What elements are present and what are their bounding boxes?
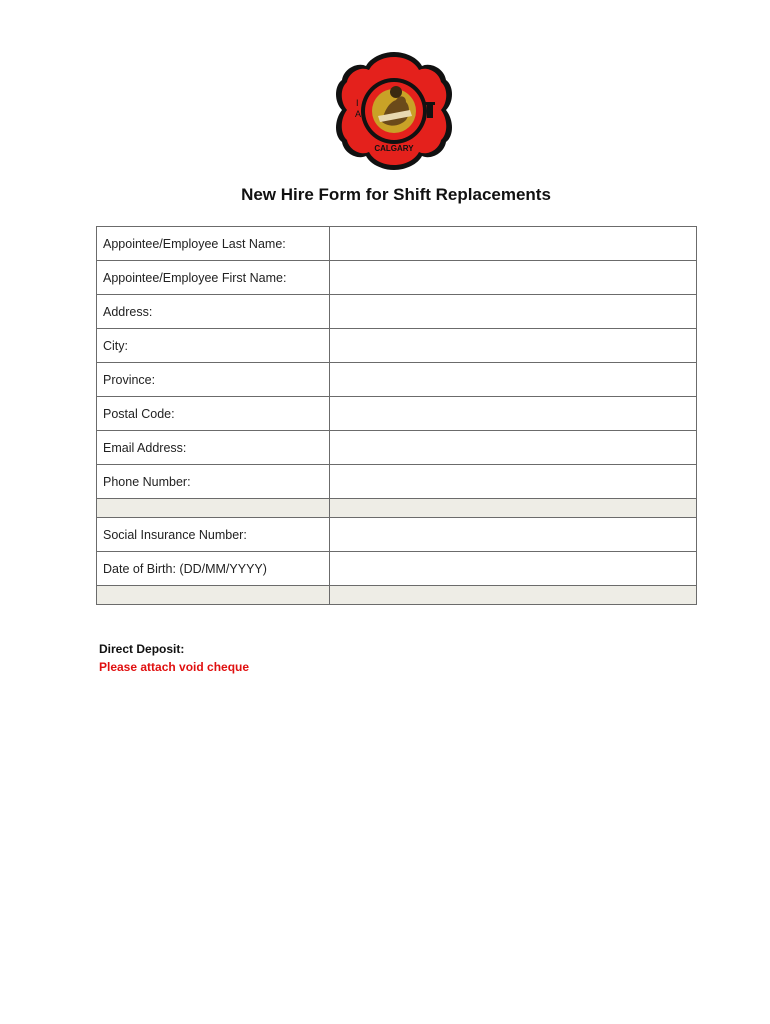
spacer-cell <box>330 586 697 605</box>
form-row-email <box>97 431 697 465</box>
form-row-sin <box>97 518 697 552</box>
page-title: New Hire Form for Shift Replacements <box>241 185 551 204</box>
dob-field[interactable] <box>330 552 697 586</box>
maltese-cross-emblem-icon <box>334 50 454 172</box>
phone-field[interactable] <box>330 465 697 499</box>
svg-text:I: I <box>356 98 359 108</box>
form-spacer-row <box>97 586 697 605</box>
spacer-cell <box>97 586 330 605</box>
field-label: Social Insurance Number: <box>97 518 330 552</box>
form-row-last-name <box>97 227 697 261</box>
email-field[interactable] <box>330 431 697 465</box>
form-row-postal-code <box>97 397 697 431</box>
field-label: Appointee/Employee Last Name: <box>97 227 330 261</box>
postal-code-field[interactable] <box>330 397 697 431</box>
iaff-calgary-logo <box>334 50 454 172</box>
new-hire-form-table <box>96 226 697 605</box>
form-row-phone <box>97 465 697 499</box>
form-row-first-name <box>97 261 697 295</box>
first-name-field[interactable] <box>330 261 697 295</box>
void-cheque-note: Please attach void cheque <box>99 660 250 674</box>
form-row-address <box>97 295 697 329</box>
sin-field[interactable] <box>330 518 697 552</box>
form-row-dob <box>97 552 697 586</box>
province-field[interactable] <box>330 363 697 397</box>
last-name-field[interactable] <box>330 227 697 261</box>
spacer-cell <box>97 499 330 518</box>
svg-text:A: A <box>355 109 362 119</box>
direct-deposit-label: Direct Deposit: <box>99 642 185 656</box>
form-spacer-row <box>97 499 697 518</box>
form-row-city <box>97 329 697 363</box>
field-label: Postal Code: <box>97 397 330 431</box>
field-label: Province: <box>97 363 330 397</box>
field-label: City: <box>97 329 330 363</box>
address-field[interactable] <box>330 295 697 329</box>
field-label: Date of Birth: (DD/MM/YYYY) <box>97 552 330 586</box>
field-label: Phone Number: <box>97 465 330 499</box>
city-field[interactable] <box>330 329 697 363</box>
form-row-province <box>97 363 697 397</box>
spacer-cell <box>330 499 697 518</box>
field-label: Email Address: <box>97 431 330 465</box>
field-label: Appointee/Employee First Name: <box>97 261 330 295</box>
field-label: Address: <box>97 295 330 329</box>
svg-text:CALGARY: CALGARY <box>374 144 414 153</box>
